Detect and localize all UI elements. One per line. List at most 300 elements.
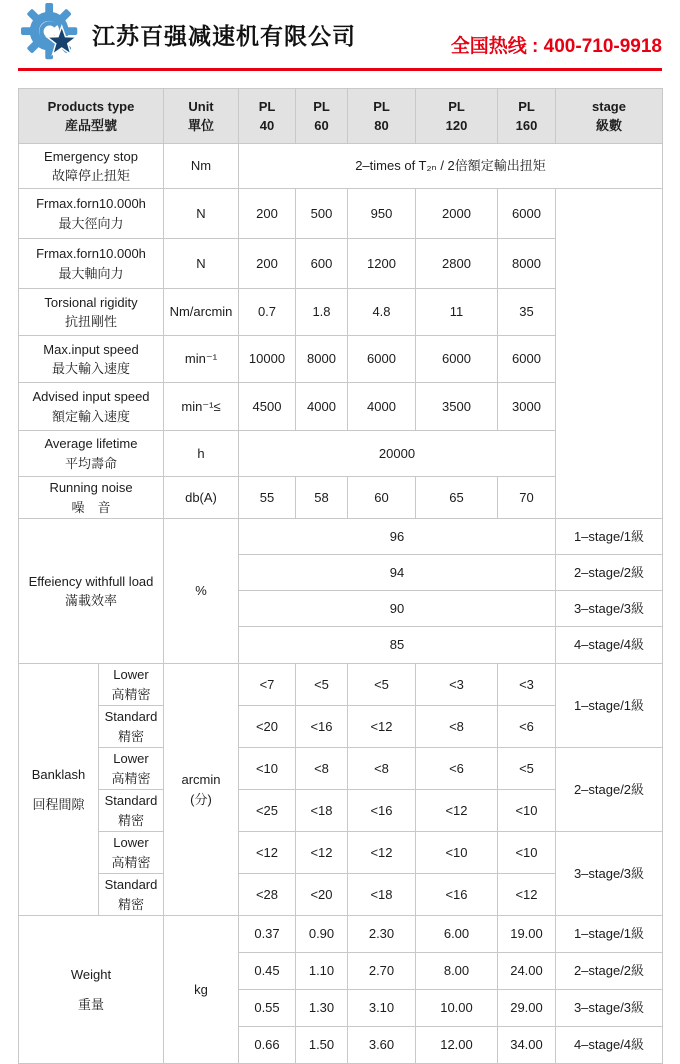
- value-cell: [239, 289, 296, 336]
- value-cell: [348, 1027, 416, 1064]
- cell-text: 1–stage/1級: [573, 926, 645, 942]
- table-row: [19, 144, 663, 189]
- cell-text: Lower: [113, 751, 149, 766]
- value-cell: [296, 953, 348, 990]
- value-cell: [239, 477, 296, 519]
- cell-text: 3–stage/3級: [573, 600, 645, 616]
- cell-text: 160: [515, 118, 538, 133]
- cell-text: 額定輸入速度: [51, 408, 130, 424]
- cell-text: Frmax.forn10.000h: [36, 196, 146, 211]
- cell-text: 10000: [248, 351, 286, 367]
- cell-text: Effeiency withfull load: [28, 573, 154, 589]
- value-cell: [239, 144, 663, 189]
- cell-text: Advised input speed: [32, 389, 150, 404]
- cell-text: Lower: [113, 835, 149, 850]
- cell-text: 58: [314, 489, 329, 505]
- cell-text: 2–stage/2級: [573, 963, 645, 979]
- stage-cell: [556, 519, 663, 555]
- value-cell: [296, 239, 348, 289]
- cell-text: PL: [258, 98, 276, 114]
- col-header-pl-120: [416, 89, 498, 144]
- cell-text: <25: [255, 802, 279, 818]
- cell-text: 10.00: [440, 1000, 473, 1016]
- unit-cell: [164, 383, 239, 431]
- cell-text: 12.00: [440, 1037, 473, 1053]
- table-row: [19, 832, 663, 874]
- col-header-unit: [164, 89, 239, 144]
- table-row: [19, 89, 663, 144]
- cell-text: 24.00: [510, 963, 543, 979]
- value-cell: [296, 664, 348, 706]
- cell-text: 120: [445, 118, 468, 133]
- unit-cell: [164, 239, 239, 289]
- table-row: [19, 916, 663, 953]
- cell-text: 6000: [512, 351, 541, 367]
- cell-text: <16: [445, 886, 468, 902]
- cell-text: 950: [370, 205, 393, 221]
- hotline-number: 全国热线 : 400-710-9918: [450, 36, 662, 57]
- value-cell: [416, 790, 498, 832]
- cell-text: min⁻¹: [184, 351, 218, 367]
- table-row: [19, 748, 663, 790]
- value-cell: [348, 383, 416, 431]
- value-cell: [239, 627, 556, 664]
- cell-text: 3–stage/3級: [573, 865, 645, 881]
- cell-text: 2–stage/2級: [573, 781, 645, 797]
- cell-text: <16: [310, 718, 333, 734]
- cell-text: 4–stage/4級: [573, 637, 645, 653]
- unit-cell: [164, 477, 239, 519]
- table-row: [19, 189, 663, 239]
- cell-text: 200: [256, 205, 278, 221]
- value-cell: [498, 289, 556, 336]
- stage-cell: [556, 953, 663, 990]
- value-cell: [498, 664, 556, 706]
- cell-text: 1.10: [308, 963, 335, 979]
- row-max-input-speed-label: [19, 336, 164, 383]
- cell-text: 60: [314, 118, 329, 133]
- cell-text: stage: [592, 98, 626, 114]
- col-header-pl-40: [239, 89, 296, 144]
- cell-text: <3: [449, 676, 464, 692]
- cell-text: 高精密: [111, 686, 151, 702]
- cell-text: PL: [518, 98, 535, 114]
- precision-level-label: [99, 874, 164, 916]
- cell-text: 85: [389, 637, 405, 653]
- cell-text: 0.66: [254, 1037, 280, 1053]
- value-cell: [348, 664, 416, 706]
- value-cell: [239, 832, 296, 874]
- value-cell: [239, 336, 296, 383]
- value-cell: [239, 748, 296, 790]
- value-cell: [416, 990, 498, 1027]
- row-advised-input-speed-label: [19, 383, 164, 431]
- cell-text: 600: [310, 255, 333, 271]
- spec-table: [18, 88, 663, 1064]
- cell-text: 2800: [442, 255, 471, 271]
- value-cell: [498, 383, 556, 431]
- cell-text: 抗扭剛性: [64, 314, 117, 329]
- value-cell: [416, 874, 498, 916]
- value-cell: [348, 874, 416, 916]
- cell-text: 90: [389, 600, 405, 616]
- row-efficiency-label: [19, 519, 164, 664]
- value-cell: [296, 336, 348, 383]
- cell-text: 平均壽命: [64, 455, 117, 471]
- cell-text: Emergency stop: [44, 148, 138, 164]
- cell-text: <12: [370, 844, 393, 860]
- cell-text: PL: [313, 98, 330, 114]
- cell-text: <10: [445, 844, 468, 860]
- spec-table-body: [19, 89, 663, 1064]
- col-header-pl-160: [498, 89, 556, 144]
- row-torsional-rigidity-label: [19, 289, 164, 336]
- cell-text: 最大徑向力: [58, 215, 124, 231]
- cell-text: Nm: [190, 158, 212, 174]
- row-emergency-stop-label: [19, 144, 164, 189]
- row-running-noise-label: [19, 477, 164, 519]
- cell-text: 60: [374, 489, 389, 505]
- cell-text: 0.55: [254, 1000, 280, 1016]
- cell-text: 重量: [77, 996, 104, 1012]
- value-cell: [239, 189, 296, 239]
- cell-text: 96: [389, 528, 405, 544]
- value-cell: [239, 953, 296, 990]
- cell-text: <18: [310, 802, 333, 818]
- stage-cell: [556, 555, 663, 591]
- cell-text: <6: [449, 760, 464, 776]
- company-name: 江苏百强减速机有限公司: [92, 22, 356, 49]
- precision-level-label: [99, 748, 164, 790]
- cell-text: Max.input speed: [43, 341, 139, 357]
- value-cell: [498, 477, 556, 519]
- cell-text: <16: [370, 802, 393, 818]
- cell-text: Frmax.forn10.000h: [36, 246, 146, 261]
- value-cell: [296, 706, 348, 748]
- value-cell: [348, 916, 416, 953]
- cell-text: 8.00: [443, 963, 470, 979]
- cell-text: 11: [449, 304, 464, 320]
- cell-text: <28: [255, 886, 279, 902]
- cell-text: 精密: [117, 896, 144, 912]
- stage-cell: [556, 832, 663, 916]
- cell-text: 0.45: [254, 963, 280, 979]
- cell-text: Running noise: [49, 480, 133, 495]
- value-cell: [239, 990, 296, 1027]
- cell-text: 3.10: [368, 1000, 395, 1016]
- unit-cell: [164, 336, 239, 383]
- cell-text: Standard: [104, 709, 158, 724]
- value-cell: [296, 916, 348, 953]
- cell-text: Torsional rigidity: [44, 294, 138, 310]
- row-average-lifetime-label: [19, 431, 164, 477]
- cell-text: Unit: [188, 98, 214, 114]
- cell-text: 2–times of T₂ₙ / 2倍額定輸出扭矩: [355, 158, 546, 174]
- cell-text: Weight: [70, 966, 112, 982]
- value-cell: [348, 953, 416, 990]
- value-cell: [239, 1027, 296, 1064]
- cell-text: <8: [314, 760, 329, 776]
- cell-text: <10: [255, 760, 279, 776]
- value-cell: [416, 383, 498, 431]
- stage-cell: [556, 1027, 663, 1064]
- unit-cell: [164, 519, 239, 664]
- unit-cell: [164, 189, 239, 239]
- value-cell: [498, 874, 556, 916]
- value-cell: [296, 832, 348, 874]
- value-cell: [498, 189, 556, 239]
- cell-text: <5: [374, 676, 389, 692]
- cell-text: 94: [389, 564, 405, 580]
- value-cell: [416, 1027, 498, 1064]
- unit-cell: [164, 916, 239, 1064]
- cell-text: 35: [519, 304, 534, 320]
- value-cell: [416, 916, 498, 953]
- cell-text: 精密: [117, 728, 144, 744]
- cell-text: 6000: [512, 205, 541, 221]
- cell-text: 2000: [442, 205, 471, 221]
- col-header-pl-80: [348, 89, 416, 144]
- precision-level-label: [99, 664, 164, 706]
- cell-text: 20000: [378, 445, 416, 461]
- cell-text: 最大輸入速度: [51, 361, 130, 376]
- stage-cell: [556, 664, 663, 748]
- cell-text: <6: [519, 718, 534, 734]
- stage-cell: [556, 990, 663, 1027]
- cell-text: 最大軸向力: [58, 265, 124, 281]
- value-cell: [239, 431, 556, 477]
- unit-cell: [164, 431, 239, 477]
- cell-text: 1–stage/1級: [573, 528, 645, 544]
- cell-text: db(A): [185, 489, 217, 505]
- cell-text: 4500: [252, 398, 282, 414]
- cell-text: 級數: [595, 118, 622, 133]
- value-cell: [416, 477, 498, 519]
- value-cell: [416, 706, 498, 748]
- cell-text: 4–stage/4級: [573, 1037, 645, 1053]
- value-cell: [239, 790, 296, 832]
- cell-text: 2.70: [368, 963, 395, 979]
- row-backlash-label: [19, 664, 99, 916]
- cell-text: Average lifetime: [44, 436, 138, 451]
- cell-text: 40: [259, 118, 275, 133]
- cell-text: Nm/arcmin: [169, 304, 233, 320]
- cell-text: Products type: [47, 98, 135, 114]
- cell-text: 1.8: [312, 304, 331, 320]
- cell-text: (分): [190, 791, 212, 807]
- cell-text: 6000: [442, 351, 471, 367]
- value-cell: [348, 990, 416, 1027]
- value-cell: [498, 1027, 556, 1064]
- col-header-products-type: [19, 89, 164, 144]
- cell-text: <18: [370, 886, 393, 902]
- cell-text: %: [195, 583, 207, 599]
- cell-text: 6.00: [443, 926, 470, 942]
- value-cell: [416, 189, 498, 239]
- value-cell: [296, 748, 348, 790]
- value-cell: [498, 706, 556, 748]
- cell-text: 産品型號: [64, 118, 117, 133]
- value-cell: [296, 477, 348, 519]
- cell-text: <5: [314, 676, 329, 692]
- company-logo: [20, 2, 88, 66]
- value-cell: [296, 790, 348, 832]
- cell-text: <10: [515, 802, 538, 818]
- value-cell: [239, 706, 296, 748]
- cell-text: 4000: [307, 398, 336, 414]
- cell-text: 高精密: [111, 854, 151, 870]
- value-cell: [416, 336, 498, 383]
- stage-cell: [556, 916, 663, 953]
- value-cell: [498, 336, 556, 383]
- cell-text: PL: [448, 98, 465, 114]
- value-cell: [296, 874, 348, 916]
- cell-text: Lower: [113, 667, 149, 682]
- value-cell: [416, 832, 498, 874]
- value-cell: [348, 336, 416, 383]
- cell-text: PL: [373, 98, 390, 114]
- cell-text: 噪 音: [71, 499, 111, 515]
- value-cell: [239, 383, 296, 431]
- cell-text: 1.30: [308, 1000, 335, 1016]
- cell-text: 單位: [187, 118, 214, 133]
- cell-text: 3–stage/3級: [573, 1000, 645, 1016]
- stage-cell: [556, 627, 663, 664]
- cell-text: 2–stage/2級: [573, 564, 645, 580]
- cell-text: 8000: [307, 351, 336, 367]
- cell-text: Banklash: [31, 766, 86, 782]
- cell-text: <5: [519, 760, 534, 776]
- stage-empty-cell: [556, 189, 663, 519]
- value-cell: [348, 706, 416, 748]
- row-weight-label: [19, 916, 164, 1064]
- unit-cell: [164, 144, 239, 189]
- value-cell: [416, 748, 498, 790]
- value-cell: [416, 239, 498, 289]
- cell-text: 1–stage/1級: [573, 697, 645, 713]
- value-cell: [296, 189, 348, 239]
- value-cell: [296, 990, 348, 1027]
- precision-level-label: [99, 832, 164, 874]
- cell-text: 500: [310, 205, 333, 221]
- cell-text: 0.37: [254, 926, 280, 942]
- value-cell: [239, 591, 556, 627]
- red-divider: [18, 68, 662, 71]
- table-row: [19, 519, 663, 555]
- cell-text: 4.8: [372, 304, 391, 320]
- cell-text: 回程間隙: [32, 796, 85, 812]
- value-cell: [239, 555, 556, 591]
- value-cell: [498, 790, 556, 832]
- cell-text: kg: [194, 981, 208, 997]
- cell-text: 55: [259, 489, 275, 505]
- row-radial-force-label: [19, 189, 164, 239]
- cell-text: 80: [374, 118, 389, 133]
- value-cell: [239, 239, 296, 289]
- value-cell: [348, 189, 416, 239]
- cell-text: arcmin: [181, 772, 221, 787]
- precision-level-label: [99, 790, 164, 832]
- row-axial-force-label: [19, 239, 164, 289]
- cell-text: min⁻¹≤: [181, 398, 221, 414]
- unit-cell: [164, 664, 239, 916]
- value-cell: [239, 874, 296, 916]
- cell-text: <12: [255, 844, 279, 860]
- cell-text: <20: [255, 718, 279, 734]
- value-cell: [348, 289, 416, 336]
- cell-text: 34.00: [510, 1037, 543, 1053]
- cell-text: 65: [449, 489, 464, 505]
- cell-text: <12: [445, 802, 468, 818]
- cell-text: 2.30: [368, 926, 395, 942]
- cell-text: <10: [515, 844, 538, 860]
- gear-star-logo-svg: [20, 2, 88, 66]
- cell-text: 4000: [367, 398, 396, 414]
- cell-text: <20: [310, 886, 333, 902]
- cell-text: 0.90: [308, 926, 335, 942]
- value-cell: [498, 748, 556, 790]
- col-header-pl-60: [296, 89, 348, 144]
- cell-text: 故障停止扭矩: [51, 168, 130, 183]
- value-cell: [296, 289, 348, 336]
- value-cell: [416, 953, 498, 990]
- table-row: [19, 664, 663, 706]
- value-cell: [498, 916, 556, 953]
- value-cell: [296, 383, 348, 431]
- cell-text: 6000: [367, 351, 396, 367]
- cell-text: <12: [310, 844, 333, 860]
- value-cell: [348, 477, 416, 519]
- cell-text: <8: [449, 718, 464, 734]
- value-cell: [416, 664, 498, 706]
- cell-text: 70: [519, 489, 534, 505]
- cell-text: 19.00: [510, 926, 543, 942]
- cell-text: N: [196, 205, 206, 221]
- value-cell: [498, 832, 556, 874]
- unit-cell: [164, 289, 239, 336]
- precision-level-label: [99, 706, 164, 748]
- stage-cell: [556, 591, 663, 627]
- cell-text: 1200: [367, 255, 396, 271]
- cell-text: 200: [256, 255, 278, 271]
- value-cell: [239, 664, 296, 706]
- value-cell: [498, 990, 556, 1027]
- value-cell: [498, 953, 556, 990]
- value-cell: [296, 1027, 348, 1064]
- page-header: [0, 0, 680, 68]
- value-cell: [239, 916, 296, 953]
- cell-text: 滿載效率: [64, 593, 117, 608]
- cell-text: 高精密: [111, 770, 151, 786]
- value-cell: [348, 832, 416, 874]
- value-cell: [498, 239, 556, 289]
- cell-text: 29.00: [510, 1000, 543, 1016]
- cell-text: 精密: [117, 812, 144, 828]
- cell-text: 3000: [512, 398, 541, 414]
- cell-text: h: [197, 445, 205, 461]
- cell-text: <8: [374, 760, 389, 776]
- cell-text: 0.7: [257, 304, 277, 320]
- col-header-stage: [556, 89, 663, 144]
- cell-text: <12: [370, 718, 393, 734]
- cell-text: 1.50: [308, 1037, 335, 1053]
- cell-text: <3: [519, 676, 534, 692]
- cell-text: Standard: [104, 877, 158, 892]
- value-cell: [348, 790, 416, 832]
- cell-text: <7: [259, 676, 275, 692]
- cell-text: N: [196, 255, 206, 271]
- value-cell: [348, 239, 416, 289]
